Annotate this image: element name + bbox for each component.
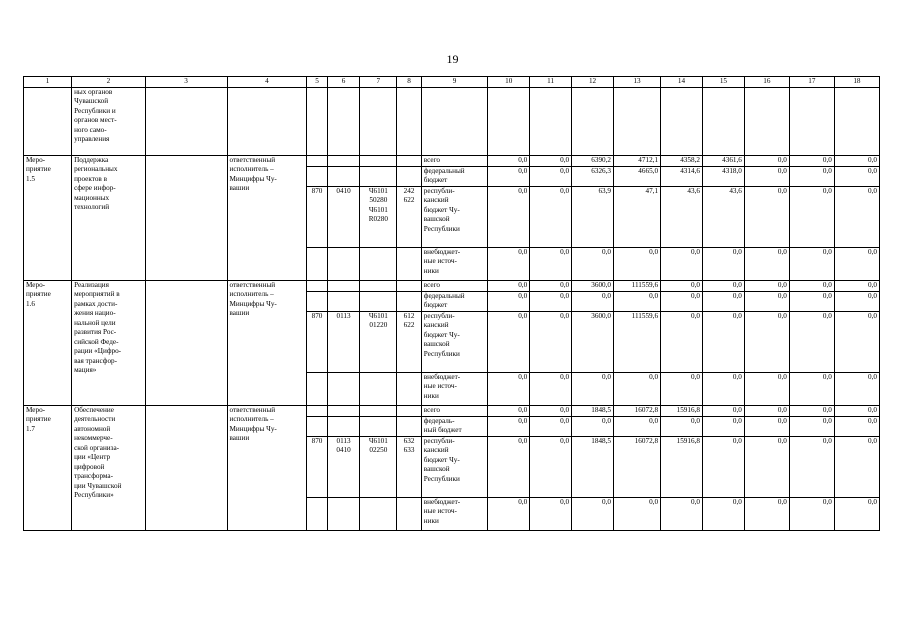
rzpr-code: [327, 372, 360, 405]
rzpr-code: [327, 280, 360, 291]
column-number: 1: [24, 77, 72, 88]
funding-value: 4712,1: [614, 155, 661, 166]
funding-value: 0,0: [614, 291, 661, 311]
measure-name: Реализация мероприятий в рамках дости- жения нацио- нальной цели развития Рос- сийской Феде- рации «Цифро- вая трансфор- мация»: [72, 280, 146, 405]
funding-value: 0,0: [834, 311, 879, 372]
funding-source: республи- канский бюджет Чу- вашской Республики: [421, 186, 487, 247]
funding-value: 0,0: [488, 372, 530, 405]
carryover-name: ных органов Чувашской Республики и органов мест- ного само- управления: [72, 87, 146, 155]
funding-value: 0,0: [488, 186, 530, 247]
funding-value: 0,0: [702, 436, 744, 497]
funding-value: 16072,8: [614, 405, 661, 416]
column-number: 18: [834, 77, 879, 88]
funding-value: 0,0: [488, 247, 530, 280]
csr-code: [360, 166, 397, 186]
funding-value: 0,0: [789, 247, 834, 280]
funding-value: 0,0: [488, 311, 530, 372]
funding-value: 0,0: [744, 280, 789, 291]
funding-value: 43,6: [702, 186, 744, 247]
grbs-code: [307, 247, 327, 280]
column-number: 11: [530, 77, 572, 88]
funding-value: 0,0: [661, 372, 703, 405]
funding-value: 0,0: [744, 291, 789, 311]
vr-code: [397, 247, 422, 280]
funding-value: 0,0: [530, 280, 572, 291]
column-number: 9: [421, 77, 487, 88]
column-number: 14: [661, 77, 703, 88]
funding-value: 0,0: [789, 155, 834, 166]
funding-value: 0,0: [530, 311, 572, 372]
rzpr-code: 0113 0410: [327, 436, 360, 497]
grbs-code: [307, 405, 327, 416]
funding-source: федеральный бюджет: [421, 166, 487, 186]
csr-code: Ч6101 50280 Ч6101 R0280: [360, 186, 397, 247]
funding-value: 0,0: [488, 436, 530, 497]
funding-source: всего: [421, 405, 487, 416]
column-number: 15: [702, 77, 744, 88]
rzpr-code: [327, 166, 360, 186]
funding-value: 0,0: [789, 186, 834, 247]
csr-code: [360, 416, 397, 436]
grbs-code: [307, 372, 327, 405]
funding-value: 0,0: [530, 247, 572, 280]
funding-value: 0,0: [702, 416, 744, 436]
funding-value: 0,0: [702, 372, 744, 405]
funding-value: 0,0: [834, 155, 879, 166]
rzpr-code: [327, 416, 360, 436]
funding-value: 0,0: [488, 497, 530, 530]
rzpr-code: [327, 291, 360, 311]
vr-code: [397, 155, 422, 166]
column-number: 4: [227, 77, 307, 88]
vr-code: [397, 416, 422, 436]
grbs-code: 870: [307, 311, 327, 372]
funding-value: 0,0: [744, 311, 789, 372]
funding-value: 0,0: [530, 416, 572, 436]
funding-value: 0,0: [744, 497, 789, 530]
funding-value: 0,0: [702, 280, 744, 291]
page-number: 19: [446, 52, 459, 66]
funding-value: 6326,3: [572, 166, 614, 186]
responsible-executor: ответственный исполнитель – Минцифры Чу- вашии: [227, 280, 307, 405]
funding-value: 4314,6: [661, 166, 703, 186]
rzpr-code: [327, 247, 360, 280]
funding-value: 0,0: [530, 155, 572, 166]
funding-value: 0,0: [661, 247, 703, 280]
funding-value: 0,0: [834, 291, 879, 311]
funding-value: 0,0: [614, 416, 661, 436]
measure-id: Меро- приятие 1.5: [24, 155, 72, 280]
vr-code: [397, 497, 422, 530]
funding-value: 0,0: [834, 416, 879, 436]
column-number-row: [24, 77, 880, 88]
funding-source: внебюджет- ные источ- ники: [421, 372, 487, 405]
column-number: 8: [397, 77, 422, 88]
funding-value: 1848,5: [572, 436, 614, 497]
funding-source: республи- канский бюджет Чу- вашской Республики: [421, 311, 487, 372]
funding-value: 0,0: [530, 166, 572, 186]
funding-value: 0,0: [834, 497, 879, 530]
funding-value: 6390,2: [572, 155, 614, 166]
funding-value: 15916,8: [661, 405, 703, 416]
funding-value: 0,0: [744, 436, 789, 497]
csr-code: [360, 247, 397, 280]
funding-value: 0,0: [614, 497, 661, 530]
csr-code: [360, 372, 397, 405]
funding-value: 16072,8: [614, 436, 661, 497]
program-table: [23, 76, 880, 531]
funding-value: 0,0: [530, 372, 572, 405]
funding-value: 0,0: [789, 280, 834, 291]
funding-value: 4358,2: [661, 155, 703, 166]
funding-source: республи- канский бюджет Чу- вашской Республики: [421, 436, 487, 497]
funding-value: 0,0: [744, 155, 789, 166]
funding-value: 4318,0: [702, 166, 744, 186]
funding-value: 0,0: [789, 436, 834, 497]
csr-code: [360, 405, 397, 416]
carryover-row: [24, 87, 880, 155]
funding-value: 0,0: [572, 497, 614, 530]
responsible-executor: ответственный исполнитель – Минцифры Чу- вашии: [227, 155, 307, 280]
funding-value: 111559,6: [614, 311, 661, 372]
funding-value: 0,0: [834, 247, 879, 280]
grbs-code: [307, 416, 327, 436]
funding-value: 0,0: [488, 291, 530, 311]
measure-name: Обеспечение деятельности автономной некоммерче- ской организа- ции «Центр цифровой трансформа- ции Чувашской Республики»: [72, 405, 146, 530]
rzpr-code: [327, 405, 360, 416]
grbs-code: [307, 280, 327, 291]
funding-value: 0,0: [744, 166, 789, 186]
funding-value: 111559,6: [614, 280, 661, 291]
funding-value: 0,0: [530, 291, 572, 311]
grbs-code: 870: [307, 186, 327, 247]
funding-value: 0,0: [702, 291, 744, 311]
funding-value: 0,0: [661, 280, 703, 291]
rzpr-code: 0113: [327, 311, 360, 372]
funding-value: 0,0: [661, 416, 703, 436]
csr-code: [360, 280, 397, 291]
column-number: 6: [327, 77, 360, 88]
grbs-code: 870: [307, 436, 327, 497]
funding-value: 0,0: [530, 436, 572, 497]
rzpr-code: 0410: [327, 186, 360, 247]
funding-value: 0,0: [488, 166, 530, 186]
measure-col3: [145, 155, 227, 280]
vr-code: [397, 166, 422, 186]
funding-value: 0,0: [789, 372, 834, 405]
funding-value: 3600,0: [572, 280, 614, 291]
funding-value: 43,6: [661, 186, 703, 247]
column-number: 7: [360, 77, 397, 88]
grbs-code: [307, 291, 327, 311]
funding-value: 63,9: [572, 186, 614, 247]
vr-code: [397, 405, 422, 416]
grbs-code: [307, 155, 327, 166]
column-number: 3: [145, 77, 227, 88]
funding-value: 0,0: [702, 247, 744, 280]
funding-value: 0,0: [789, 311, 834, 372]
funding-value: 0,0: [530, 186, 572, 247]
funding-value: 0,0: [834, 280, 879, 291]
funding-value: 0,0: [530, 497, 572, 530]
measure-row: [24, 405, 880, 416]
csr-code: [360, 291, 397, 311]
grbs-code: [307, 166, 327, 186]
funding-source: внебюджет- ные источ- ники: [421, 247, 487, 280]
csr-code: [360, 155, 397, 166]
column-number: 17: [789, 77, 834, 88]
funding-value: 0,0: [488, 416, 530, 436]
funding-value: 0,0: [834, 186, 879, 247]
grbs-code: [307, 497, 327, 530]
funding-value: 0,0: [834, 436, 879, 497]
column-number: 12: [572, 77, 614, 88]
rzpr-code: [327, 155, 360, 166]
funding-value: 0,0: [661, 291, 703, 311]
funding-value: 47,1: [614, 186, 661, 247]
funding-value: 0,0: [789, 405, 834, 416]
responsible-executor: ответственный исполнитель – Минцифры Чу- вашии: [227, 405, 307, 530]
measure-col3: [145, 405, 227, 530]
funding-value: 0,0: [572, 247, 614, 280]
funding-value: 0,0: [702, 405, 744, 416]
csr-code: Ч6101 01220: [360, 311, 397, 372]
measure-col3: [145, 280, 227, 405]
funding-value: 0,0: [834, 166, 879, 186]
measure-id: Меро- приятие 1.7: [24, 405, 72, 530]
measure-row: [24, 280, 880, 291]
funding-value: 0,0: [744, 372, 789, 405]
vr-code: [397, 280, 422, 291]
funding-value: 0,0: [702, 311, 744, 372]
funding-value: 0,0: [530, 405, 572, 416]
vr-code: 242 622: [397, 186, 422, 247]
column-number: 13: [614, 77, 661, 88]
funding-value: 0,0: [744, 405, 789, 416]
funding-value: 0,0: [488, 405, 530, 416]
funding-value: 0,0: [744, 186, 789, 247]
funding-value: 0,0: [789, 291, 834, 311]
column-number: 2: [72, 77, 146, 88]
funding-value: 0,0: [789, 497, 834, 530]
column-number: 5: [307, 77, 327, 88]
funding-value: 1848,5: [572, 405, 614, 416]
funding-value: 15916,8: [661, 436, 703, 497]
funding-value: 0,0: [834, 372, 879, 405]
funding-value: 0,0: [572, 372, 614, 405]
funding-source: внебюджет- ные источ- ники: [421, 497, 487, 530]
vr-code: [397, 372, 422, 405]
funding-source: федеральный бюджет: [421, 291, 487, 311]
vr-code: 632 633: [397, 436, 422, 497]
column-number: 16: [744, 77, 789, 88]
funding-value: 0,0: [834, 405, 879, 416]
funding-value: 0,0: [661, 311, 703, 372]
funding-value: 4665,0: [614, 166, 661, 186]
rzpr-code: [327, 497, 360, 530]
funding-value: 0,0: [744, 416, 789, 436]
funding-value: 0,0: [789, 166, 834, 186]
funding-source: федераль- ный бюджет: [421, 416, 487, 436]
funding-value: 3600,0: [572, 311, 614, 372]
funding-source: всего: [421, 155, 487, 166]
measure-name: Поддержка региональных проектов в сфере инфор- мационных технологий: [72, 155, 146, 280]
measure-row: [24, 155, 880, 166]
funding-value: 0,0: [614, 247, 661, 280]
vr-code: 612 622: [397, 311, 422, 372]
measure-id: Меро- приятие 1.6: [24, 280, 72, 405]
funding-value: 0,0: [614, 372, 661, 405]
vr-code: [397, 291, 422, 311]
funding-value: 0,0: [789, 416, 834, 436]
csr-code: [360, 497, 397, 530]
funding-value: 4361,6: [702, 155, 744, 166]
funding-value: 0,0: [661, 497, 703, 530]
column-number: 10: [488, 77, 530, 88]
funding-value: 0,0: [488, 155, 530, 166]
funding-value: 0,0: [572, 291, 614, 311]
funding-value: 0,0: [744, 247, 789, 280]
funding-value: 0,0: [572, 416, 614, 436]
csr-code: Ч6101 02250: [360, 436, 397, 497]
funding-value: 0,0: [702, 497, 744, 530]
funding-value: 0,0: [488, 280, 530, 291]
funding-source: всего: [421, 280, 487, 291]
